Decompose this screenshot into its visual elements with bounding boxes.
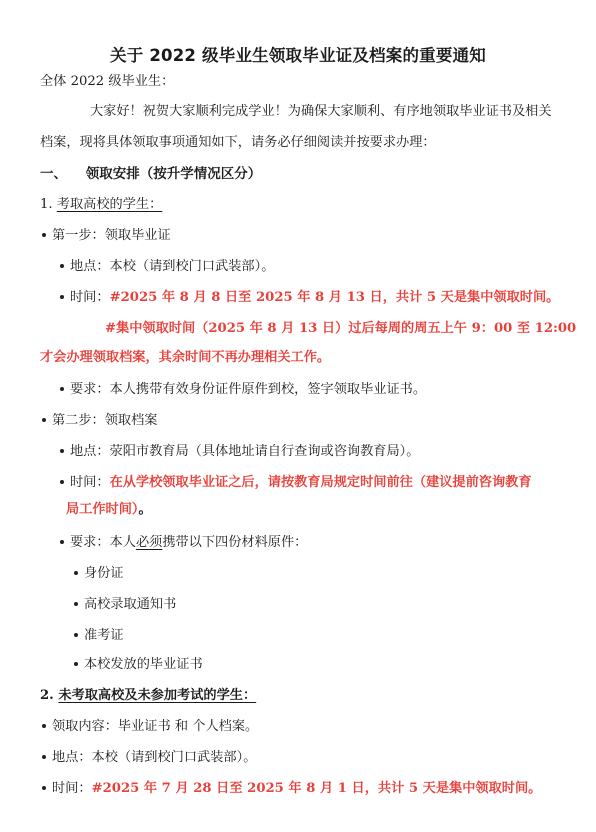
bullet-dot xyxy=(74,662,78,666)
step-1-location-text: 地点：本校（请到校门口武装部）。 xyxy=(70,259,275,274)
bullet-dot xyxy=(60,264,64,268)
material-item xyxy=(74,565,124,583)
bullet-dot xyxy=(42,786,46,790)
material-text: 高校录取通知书 xyxy=(84,597,177,612)
step-1-requirement xyxy=(60,381,426,399)
material-item xyxy=(74,627,124,645)
step-2-req-suffix: 携带以下四份材料原件： xyxy=(162,535,308,550)
bullet-dot xyxy=(60,540,64,544)
step-2-label xyxy=(42,412,158,430)
material-item xyxy=(74,596,176,614)
bullet-dot xyxy=(74,602,78,606)
step-2-time-value-line-1: 在从学校领取毕业证之后，请按教育局规定时间前往（建议提前咨询教育 xyxy=(109,475,532,490)
step-1-label xyxy=(42,227,171,245)
group-2-time-label: 时间： xyxy=(52,781,92,796)
group-2-time-value: #2025 年 7 月 28 日至 2025 年 8 月 1 日，共计 5 天是集中领取时间。 xyxy=(91,781,542,796)
bullet-dot xyxy=(60,449,64,453)
step-2-location xyxy=(60,443,419,461)
section-1-heading xyxy=(40,165,261,183)
step-1-time-label: 时间： xyxy=(70,290,110,305)
group-1-title: 考取高校的学生： xyxy=(56,197,163,212)
bullet-dot xyxy=(60,387,64,391)
group-2-content xyxy=(42,718,258,736)
step-2-location-text: 地点：荥阳市教育局（具体地址请自行查询或咨询教育局）。 xyxy=(70,444,420,459)
intro-line-1: 大家好！祝贺大家顺利完成学业！为确保大家顺利、有序地领取毕业证书及相关 xyxy=(90,104,552,119)
step-1-notice-line-2: 才会办理领取档案，其余时间不再办理相关工作。 xyxy=(40,350,331,365)
step-2-time-end: 。 xyxy=(138,502,152,517)
section-1-number: 一、 xyxy=(40,166,67,182)
step-2-time-value-line-2: 局工作时间） xyxy=(66,502,139,517)
step-1-location xyxy=(60,258,274,276)
group-1-number: 1. xyxy=(40,197,53,212)
group-2-title: 未考取高校及未参加考试的学生： xyxy=(58,688,257,703)
material-text: 准考证 xyxy=(84,628,124,643)
document-title: 关于 2022 级毕业生领取毕业证及档案的重要通知 xyxy=(110,46,486,65)
group-2-heading xyxy=(40,687,256,705)
group-1-heading xyxy=(40,196,162,214)
step-1-notice-line-1: #集中领取时间（2025 年 8 月 13 日）过后每周的周五上午 9：00 至 12:00 xyxy=(105,321,577,336)
material-text: 本校发放的毕业证书 xyxy=(84,657,203,672)
step-1-label-text: 第一步：领取毕业证 xyxy=(52,228,171,243)
group-2-number: 2. xyxy=(40,688,54,703)
step-1-time xyxy=(60,289,559,307)
group-2-content-text: 领取内容：毕业证书 和 个人档案。 xyxy=(52,719,259,734)
bullet-dot xyxy=(42,418,46,422)
step-2-requirement xyxy=(60,534,307,552)
intro-line-2: 档案，现将具体领取事项通知如下，请务必仔细阅读并按要求办理： xyxy=(40,135,436,150)
group-2-location xyxy=(42,749,256,767)
step-2-label-text: 第二步：领取档案 xyxy=(52,413,158,428)
step-1-time-value: #2025 年 8 月 8 日至 2025 年 8 月 13 日，共计 5 天是集中领取时间。 xyxy=(109,290,560,305)
group-2-location-text: 地点：本校（请到校门口武装部）。 xyxy=(52,750,257,765)
step-2-time-label: 时间： xyxy=(70,475,110,490)
step-2-time xyxy=(60,474,532,492)
bullet-dot xyxy=(42,724,46,728)
bullet-dot xyxy=(74,571,78,575)
bullet-dot xyxy=(74,633,78,637)
group-2-time xyxy=(42,780,541,798)
bullet-dot xyxy=(60,295,64,299)
bullet-dot xyxy=(42,755,46,759)
step-2-req-underlined: 必须 xyxy=(135,535,163,550)
step-2-time-cont xyxy=(66,501,152,519)
material-text: 身份证 xyxy=(84,566,124,581)
bullet-dot xyxy=(42,233,46,237)
greeting: 全体 2022 级毕业生： xyxy=(40,74,175,89)
step-2-req-prefix: 要求：本人 xyxy=(70,535,136,550)
material-item xyxy=(74,656,203,674)
section-1-title: 领取安排（按升学情况区分） xyxy=(85,166,262,182)
step-1-requirement-text: 要求：本人携带有效身份证件原件到校，签字领取毕业证书。 xyxy=(70,382,427,397)
bullet-dot xyxy=(60,480,64,484)
